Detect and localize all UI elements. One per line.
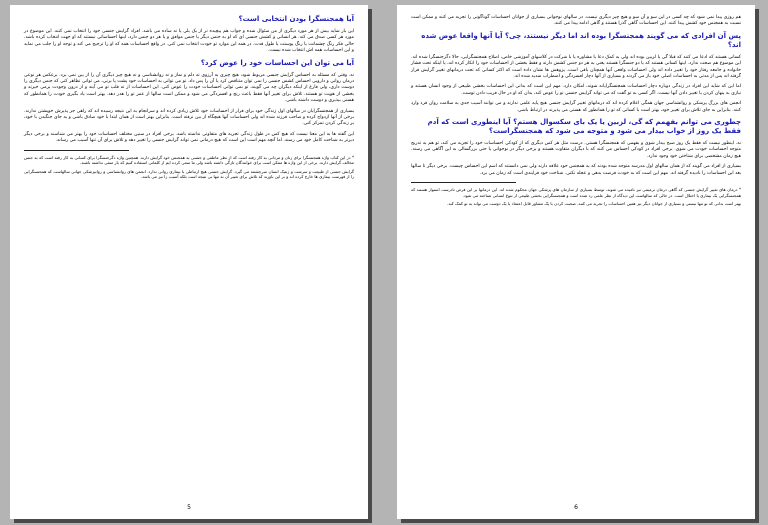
paragraph: نه. وقتی که مسئله به احساس گرایش جنسی مربوط شود، هیچ چیزی به آرزوی ته دلم و نماز و نه روانشناسی و نه هیچ چیز دیگری آن را از بین نمی برد. برعکس هر نوعی درمان روانی و دارویی احساس کشش جنسی را نمی توان متناقض کرد یا آن را پس داد. تو می توانی به احساسات خود پشت پا بزنی، می توانی تظاهر کنی که جنس دیگری را دوست داری، ولی فارغ از اینکه دیگران چه می گویند، تو نمی توانی احساسات خودت را عوض کنی. این احساسات از ته قلب تو می آیند و از درون وجودت برمی خیزند و بخشی از هویت تو هستند. تلاش برای تغییر آنها فقط باعث رنج و افسردگی می شود و ممکن است سالها از عمر تو را هدر دهد. بهتر است یاد بگیری خودت را همانطور که هستی بپذیری و دوست داشته باشی. xyxy=(24,72,354,104)
footnote: گرایش جنسی از طبیعت و سرشت و ژنتیک انسان سرچشمه می گیرد. گرایش جنسی هیچ ارتباطی با بیماری روانی ندارد. انجمن های روانشناسی و روانپزشکی جهانی سالهاست که همجنسگرایی را از فهرست بیماری ها خارج کرده اند و بر این باورند که تلاش برای تغییر آن نه تنها بی نتیجه است بلکه آسیب زا نیز می باشد. xyxy=(24,168,354,180)
paragraph: بسیاری از افراد می گویند که از همان سالهای اول مدرسه متوجه شده بودند که به همجنس خود علاقه دارند ولی نمی دانستند که اسم این احساس چیست. برخی دیگر تا سالها بعد این احساسات را نادیده گرفته اند. مهم این است که به خودت فرصت بدهی و عجله نکنی. شناخت خود فرایندی است که زمان می برد. xyxy=(411,164,741,176)
page-number: 6 xyxy=(574,504,578,511)
page-number: 5 xyxy=(187,504,191,511)
footnote: بهتر است بدانی که تو تنها نیستی و بسیاری از جوانان دیگر نیز همین احساسات را تجربه می کنند. صحبت کردن با یک مشاور قابل اعتماد یا یک دوست می تواند به تو کمک کند. xyxy=(447,201,741,207)
paragraph: اما این که شاید این افراد در زندگی دوباره دچار احساسات همجنسگرایانه شوند، امکان دارد. مهم این است که بدانی این احساسات بخشی طبیعی از وجود انسان هستند و نیازی به پنهان کردن یا تغییر دادن آنها نیست. اگر کسی به تو گفت که می تواند گرایش جنسی تو را عوض کند، بدان که او در حال فریب دادن توست. xyxy=(411,84,741,96)
page-right xyxy=(397,5,755,519)
footnote-divider xyxy=(411,182,516,183)
footnote-divider xyxy=(24,150,129,151)
paragraph: نه. اینطور نیست که فقط یک روز صبح بیدار شوی و بفهمی که همجنسگرا هستی. درست مثل هر کس دیگری که از کودکی احساسات خود را تجربه می کند، تو هم به تدریج متوجه احساسات خودت می شوی. برخی افراد در کودکی احساس می کنند که با دیگران متفاوت هستند و برخی دیگر در نوجوانی یا حتی بزرگسالی به این آگاهی می رسند. هیچ زمان مشخصی برای شناختن خود وجود ندارد. xyxy=(411,141,741,159)
page-left xyxy=(10,5,368,519)
paragraph: بسیاری از همجنسگرایان در سالهای اول زندگی خود برای فرار از احساسات خود تلاش زیادی کرده اند و سرانجام به این نتیجه رسیده اند که راهی جز پذیرش خویشتن ندارند. برخی از آنها ازدواج کرده و صاحب فرزند شده اند ولی احساسات آنها هیچگاه از بین نرفته است. بنابراین بهتر است از همان ابتدا با خود صادق باشی و به جای جنگیدن با خود، بر زندگی کردن تمرکز کنی. xyxy=(24,108,354,127)
section-heading: آیا می توان این احساسات خود را عوض کرد؟ xyxy=(200,58,354,67)
footnote: * درمان های تغییر گرایش جنسی که گاهی درمان ترمیمی نیز نامیده می شوند، توسط بسیاری از سازمان های پزشکی جهان محکوم شده اند. این درمانها بر این فرض نادرست استوار هستند که همجنسگرایی یک بیماری یا اختلال است. در حالی که سالهاست این دیدگاه از نظر علمی رد شده است و همجنسگرایی بخشی طبیعی از تنوع انسانی شناخته می شود. xyxy=(411,187,741,198)
paragraph: این بار شاید بیش از هر مورد دیگری از من سئوال شده و جواب هم پیچیده تر از یک بلی یا نه ساده می باشد. افراد گرایش جنسی خود را انتخاب نمی کنند. این موضوع در مورد هر کسی صدق می کند. هر انسانی و کشش جنسی ای که او به جنس دیگر یا جنس موافق و یا هر دو جنس دارد، اینها احساساتی نیستند که او جهت انتخاب کرده باشد. حالی فکر رنگ چشمانت یا رنگ پوستت یا طول قدت. در همه این موارد تو خودت انتخاب نمی کنی. در واقع احساسات همه که او را ترجیح می کند و توجه او را جلب می نماید و این احساسات همه اش انتخاب شده نیست. xyxy=(24,29,354,54)
footnote: * در این کتاب واژه همجنسگرا برای زنان و مردانی به کار رفته است که از نظر عاطفی و جنسی به همجنس خود گرایش دارند. همچنین واژه دگرجنسگرا برای کسانی به کار رفته است که به جنس مخالف گرایش دارند. برخی از این واژه ها ممکن است برای خوانندگان تازگی داشته باشد ولی ما سعی کرده ایم از کلماتی استفاده کنیم که بار منفی نداشته باشند. xyxy=(24,154,354,166)
paragraph: این گفته ها به این معنا نیست که هیچ کس در طول زندگی تجربه های متفاوتی نداشته باشد. برخی افراد در سنین مختلف احساسات خود را بهتر می شناسند و برخی دیگر دیرتر به شناخت کامل خود می رسند. اما آنچه مهم است این است که هیچ درمانی نمی تواند گرایش جنسی را تغییر دهد و تلاش برای آن تنها آسیب می رساند. xyxy=(24,131,354,144)
paragraph: کسانی هستند که ادعا می کنند که قبلا گی یا لزبین بوده اند ولی به کمک دعا یا مشاوره یا با شرکت در کلاسهای آموزشی خاص، اصلاح همجنسگرایی، حالا دگرجنسگرا شده اند. این موضوع هم صحت ندارد. اینها کسانی هستند که یا دو جنسگرا هستند یعنی به هر دو جنس کشش دارند و فقط بخشی از احساسات خود را انکار کرده اند، یا اینکه تحت فشار خانواده و جامعه رفتار خود را تغییر داده اند ولی احساسات واقعی آنها همچنان باقی است. پژوهش ها نشان داده است که اکثر کسانی که تحت درمانهای تغییر گرایش قرار گرفته اند پس از مدتی به احساسات اصلی خود باز می گردند و بسیاری از آنها دچار افسردگی و اضطراب شدید شده اند. xyxy=(410,54,741,80)
section-heading: چطوری می توانم بفهمم که گی، لزبین یا یک بای سکسوال هستم؟ آیا اینطوری است که آدم فقط یک روز از خواب بیدار می شود و متوجه می شود که همجنسگراست؟ xyxy=(427,118,741,136)
section-heading: پس آن افرادی که می گویند همجنسگرا بوده اند اما دیگر نیستند، چی؟ آیا آنها واقعا عوض شده اند؟ xyxy=(421,31,741,49)
section-heading: آیا همجنسگرا بودن انتخابی است؟ xyxy=(238,15,354,23)
paragraph: انجمن های بزرگ پزشکی و روانشناسی جهان همگی اعلام کرده اند که درمانهای تغییر گرایش جنسی هیچ پایه علمی ندارند و می توانند آسیب جدی به سلامت روان فرد وارد کنند. بنابراین به جای تلاش برای تغییر خود، بهتر است با کسانی که تو را همانطور که هستی می پذیرند در ارتباط باشی. xyxy=(411,101,741,113)
paragraph: هم روزی پیدا نمی شود که چه کسی در این سو و آن سو و هیچ چیز دیگری نیست. در سالهای نوجوانی بسیاری از جوانان احساسات گوناگونی را تجربه می کنند و ممکن است نسبت به همجنس خود کشش پیدا کنند. این احساسات گاهی گذرا هستند و گاهی ادامه پیدا می کنند. xyxy=(411,15,741,27)
